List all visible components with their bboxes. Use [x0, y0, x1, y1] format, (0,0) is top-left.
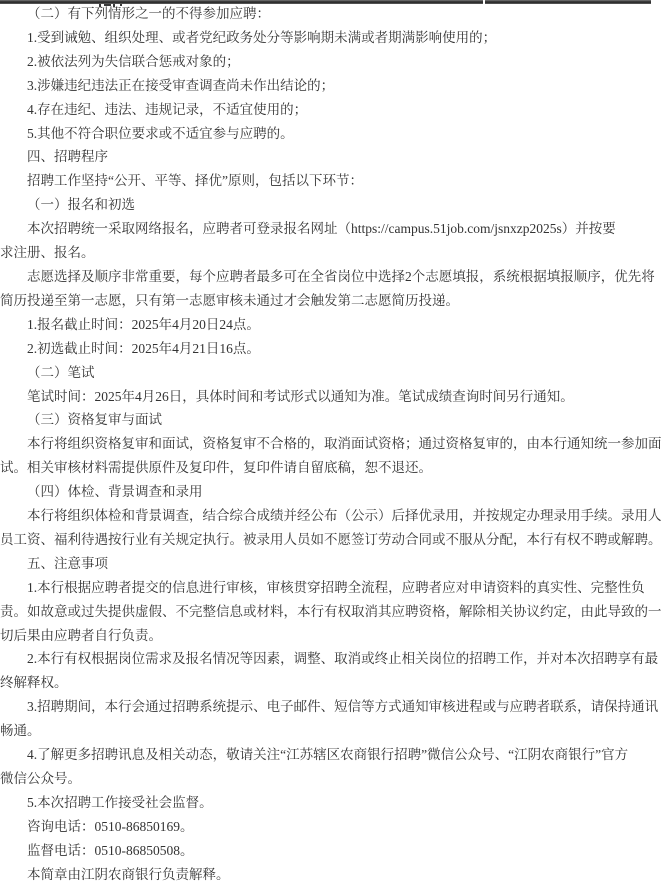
- text-line: 2.初选截止时间：2025年4月21日16点。: [27, 340, 260, 356]
- text-line: 招聘工作坚持“公开、平等、择优”原则，包括以下环节：: [27, 173, 363, 189]
- text-line: 1.报名截止时间：2025年4月20日24点。: [27, 316, 260, 332]
- text-line: 4.存在违纪、违法、违规记录，不适宜使用的；: [27, 101, 308, 117]
- text-line: 切后果由应聘者自行负责。: [0, 627, 162, 643]
- document-body: [0, 2, 662, 887]
- text-line: 2.本行有权根据岗位需求及报名情况等因素，调整、取消或终止相关岗位的招聘工作，并对本次招聘享有最: [27, 651, 659, 667]
- text-line: 员工资、福利待遇按行业有关规定执行。被录用人员如不愿签订劳动合同或不服从分配，本行有权不聘或解聘。: [0, 531, 662, 547]
- text-line: 简历投递至第一志愿，只有第一志愿审核未通过才会触发第二志愿简历投递。: [0, 292, 459, 308]
- text-line: 本次招聘统一采取网络报名，应聘者可登录报名网址（https://campus.51job.com/jsnxzp2025s）并按要: [27, 221, 616, 237]
- text-line: 志愿选择及顺序非常重要，每个应聘者最多可在全省岗位中选择2个志愿填报，系统根据填报顺序，优先将: [27, 268, 655, 284]
- text-line: 畅通。: [0, 723, 41, 739]
- text-line: 咨询电话：0510-86850169。: [27, 818, 194, 834]
- text-line: 求注册、报名。: [0, 245, 95, 261]
- text-line: 本行将组织资格复审和面试，资格复审不合格的，取消面试资格；通过资格复审的，由本行通知统一参加面: [27, 436, 662, 452]
- text-line: 责。如故意或过失提供虚假、不完整信息或材料，本行有权取消其应聘资格，解除相关协议约定，由此导致的一: [0, 603, 662, 619]
- text-line: 试。相关审核材料需提供原件及复印件，复印件请自留底稿，恕不退还。: [0, 460, 432, 476]
- text-line: 5.本次招聘工作接受社会监督。: [27, 794, 213, 810]
- text-line: 1.受到诫勉、组织处理、或者党纪政务处分等影响期未满或者期满影响使用的；: [27, 29, 497, 45]
- text-line: （一）报名和初选: [27, 197, 135, 213]
- text-line: 五、注意事项: [27, 555, 108, 571]
- text-line: 四、招聘程序: [27, 149, 108, 165]
- text-line: （三）资格复审与面试: [27, 412, 162, 428]
- text-line: 2.被依法列为失信联合惩戒对象的；: [27, 53, 240, 69]
- text-line: （二）有下列情形之一的不得参加应聘：: [27, 6, 270, 21]
- text-line: 笔试时间：2025年4月26日，具体时间和考试形式以通知为准。笔试成绩查询时间另行通知。: [27, 388, 574, 404]
- text-line: 4.了解更多招聘讯息及相关动态，敬请关注“江苏辖区农商银行招聘”微信公众号、“江阴农商银行”官方: [27, 747, 629, 763]
- text-line: （四）体检、背景调查和录用: [27, 484, 203, 500]
- text-line: 微信公众号。: [0, 771, 81, 786]
- text-line: （二）笔试: [27, 364, 95, 380]
- text-line: 3.招聘期间，本行会通过招聘系统提示、电子邮件、短信等方式通知审核进程或与应聘者联系，请保持通讯: [27, 699, 659, 715]
- text-line: 本简章由江阴农商银行负责解释。: [27, 866, 230, 882]
- text-line: 3.涉嫌违纪违法正在接受审查调查尚未作出结论的；: [27, 77, 335, 93]
- text-line: 监督电话：0510-86850508。: [27, 842, 194, 858]
- text-line: 1.本行根据应聘者提交的信息进行审核，审核贯穿招聘全流程，应聘者应对申请资料的真实性、完整性负: [27, 579, 645, 595]
- text-line: 本行将组织体检和背景调查，结合综合成绩并经公布（公示）后择优录用，并按规定办理录用手续。录用人: [27, 508, 662, 524]
- text-line: 5.其他不符合职位要求或不适宜参与应聘的。: [27, 125, 294, 141]
- text-line: 终解释权。: [0, 675, 68, 691]
